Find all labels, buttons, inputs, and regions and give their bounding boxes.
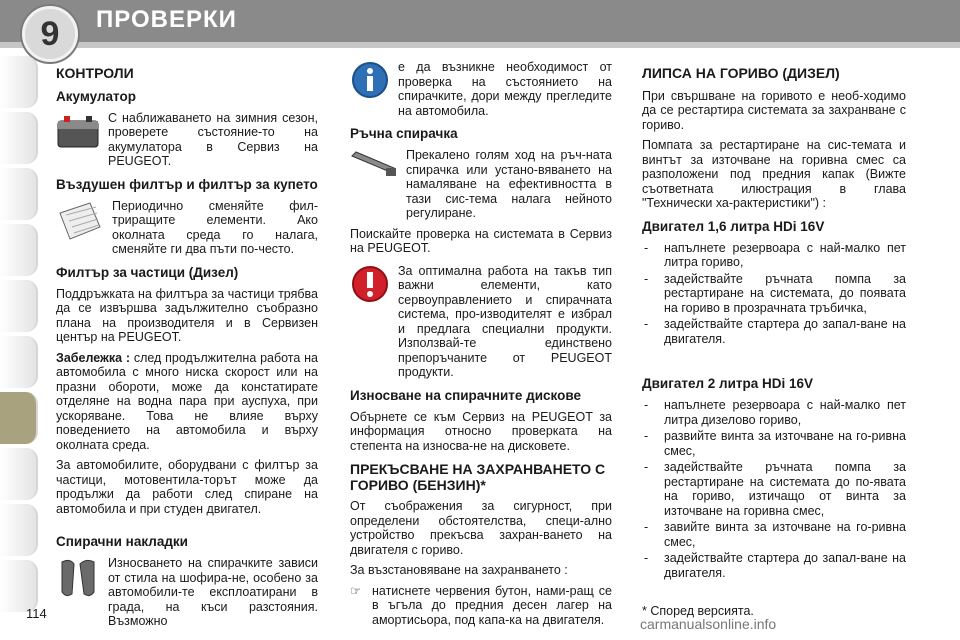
brake-pads-icon (56, 556, 100, 629)
fuel-cutoff-restore-text: За възстановяване на захранването : (350, 563, 568, 577)
battery-text: С наближаването на зимния сезон, проверете състояние-то на акумулатора в Сервиз на PEUGEOT. (108, 110, 318, 168)
air-filter-heading: Въздушен филтър и филтър за купето (56, 176, 318, 192)
list-item: - завийте винта за източване на го-ривна смес, (642, 520, 906, 549)
particle-filter-note (56, 351, 318, 453)
chapter-tab[interactable] (0, 280, 38, 332)
brake-discs-text: Обърнете се към Сервиз на PEUGEOT за информация относно проверката на степента на износва-не на дисковете. (350, 409, 612, 453)
fuel-shortage-heading: ЛИПСА НА ГОРИВО (ДИЗЕЛ) (642, 65, 840, 81)
brake-discs-heading: Износване на спирачните дискове (350, 387, 581, 403)
fuel-cutoff-instruction-text: натиснете червения бутон, нами-ращ се в ъгъла до предния десен лагер на амортисьора, под капа-ка на двигателя. (372, 583, 612, 627)
page-header (0, 0, 960, 52)
chapter-tab[interactable] (0, 504, 38, 556)
chapter-tab[interactable] (0, 112, 38, 164)
handbrake-service-text: Поискайте проверка на системата в Сервиз на PEUGEOT. (350, 226, 612, 255)
page-title: ПРОВЕРКИ (96, 6, 237, 33)
chapter-tab-active[interactable] (0, 392, 38, 444)
list-item: - задействайте ръчната помпа за рестартиране на системата до по-явата на гориво, изтичащо от винта за източване на горивна смес, (642, 460, 906, 518)
list-item: - задействайте ръчната помпа за рестартиране на системата, до появата на гориво в прозрачната тръбичка, (642, 272, 906, 316)
chapter-tab[interactable] (0, 448, 38, 500)
chapter-number-badge: 9 (22, 6, 78, 62)
footnote: * Според версията. (642, 604, 754, 618)
air-filter-text: Периодично сменяйте фил-триращите елементи. Ако околната среда го налага, сменяйте ги два пъти по-често. (112, 198, 318, 256)
brake-pads-text: Износването на спирачките зависи от стила на шофира-не, особено за автомобили-те експлоатирани в града, на къси разстояния. Възможно (108, 556, 318, 628)
handbrake-text: Прекалено голям ход на ръч-ната спирачка или устано-вяването на намаляване на ефективността в тази сис-тема налага нейното регулиране. (406, 148, 612, 220)
handbrake-heading: Ръчна спирачка (350, 126, 458, 141)
warning-icon (350, 264, 390, 380)
brake-pads-heading: Спирачни накладки (56, 534, 188, 549)
hdi2-steps (642, 398, 906, 580)
particle-filter-text: Поддръжката на филтъра за частици трябва да се извършва задължително съобразно плана на производителя и в Сервизен център на PEUGEOT. (56, 286, 318, 344)
battery-heading: Акумулатор (56, 88, 136, 104)
fuel-cutoff-instruction (350, 584, 612, 628)
section-heading-controls: КОНТРОЛИ (56, 65, 134, 81)
handbrake-icon (350, 148, 398, 221)
list-item: - развийте винта за източване на го-ривна смес, (642, 429, 906, 458)
chapter-tab[interactable] (0, 168, 38, 220)
watermark: carmanualsonline.info (640, 616, 777, 632)
air-filter-icon (56, 199, 104, 257)
fuel-shortage-pump-text: Помпата за рестартиране на сис-темата и винтът за източване на горивна смес са разположени под предния капак (Вижте съответната илюстрация в глава "Технически ха-рактеристики") : (642, 138, 906, 210)
list-item: - напълнете резервоара с най-малко пет литра дизелово гориво, (642, 398, 906, 427)
fuel-shortage-text: При свършване на горивото е необ-ходимо да се рестартира системата за захранване с гориво. (642, 88, 906, 132)
list-item: - задействайте стартера до запал-ване на двигателя. (642, 317, 906, 346)
chapter-tab[interactable] (0, 224, 38, 276)
pointing-hand-icon: ☞ (350, 583, 362, 598)
fuel-cutoff-text: От съображения за сигурност, при определени обстоятелства, специ-ално устройство прекъсва захран-ването на двигателя с гориво. (350, 499, 612, 557)
chapter-tabs (0, 56, 38, 616)
column-left (56, 60, 318, 635)
chapter-tab[interactable] (0, 336, 38, 388)
note-text: след продължителна работа на автомобила с много ниска скорост или на празни обороти, може да констатирате отделяне на водна пара при ауспуха, при ускоряване. Това не влияе върху поведението на автомобила и върху околната среда. (56, 350, 318, 452)
note-label: Забележка : (56, 350, 131, 365)
hdi16-heading: Двигател 1,6 литра HDi 16V (642, 218, 825, 234)
page-number: 114 (26, 606, 47, 621)
column-middle (350, 60, 612, 627)
warning-text: За оптимална работа на такъв тип важни елементи, като сервоуправлението и спирачната система, про-изводителят е избрал и предлага специални продукти. Използвай-те единствено препоръчаните от PEUGEOT продукти. (398, 263, 612, 379)
column-right (642, 60, 906, 584)
list-item: - задействайте стартера до запал-ване на двигателя. (642, 551, 906, 580)
hdi2-heading: Двигател 2 литра HDi 16V (642, 376, 814, 391)
chapter-tab[interactable] (0, 560, 38, 612)
battery-icon (56, 111, 100, 169)
fuel-cutoff-heading: ПРЕКЪСВАНЕ НА ЗАХРАНВАНЕТО С ГОРИВО (БЕНЗИН)* (350, 461, 606, 493)
particle-filter-fan-text: За автомобилите, оборудвани с филтър за частици, мотовентила-торът може да продължи да работи след спиране на автомобила и при студен двигател. (56, 458, 318, 516)
header-stripe (0, 42, 960, 48)
particle-filter-heading: Филтър за частици (Дизел) (56, 264, 239, 280)
list-item: - напълнете резервоара с най-малко пет литра гориво, (642, 241, 906, 270)
chapter-tab[interactable] (0, 56, 38, 108)
hdi16-steps (642, 241, 906, 347)
info-icon (350, 60, 390, 118)
info-text: е да възникне необходимост от проверка на състоянието на спирачките, дори между прегледите на автомобила. (398, 60, 612, 118)
